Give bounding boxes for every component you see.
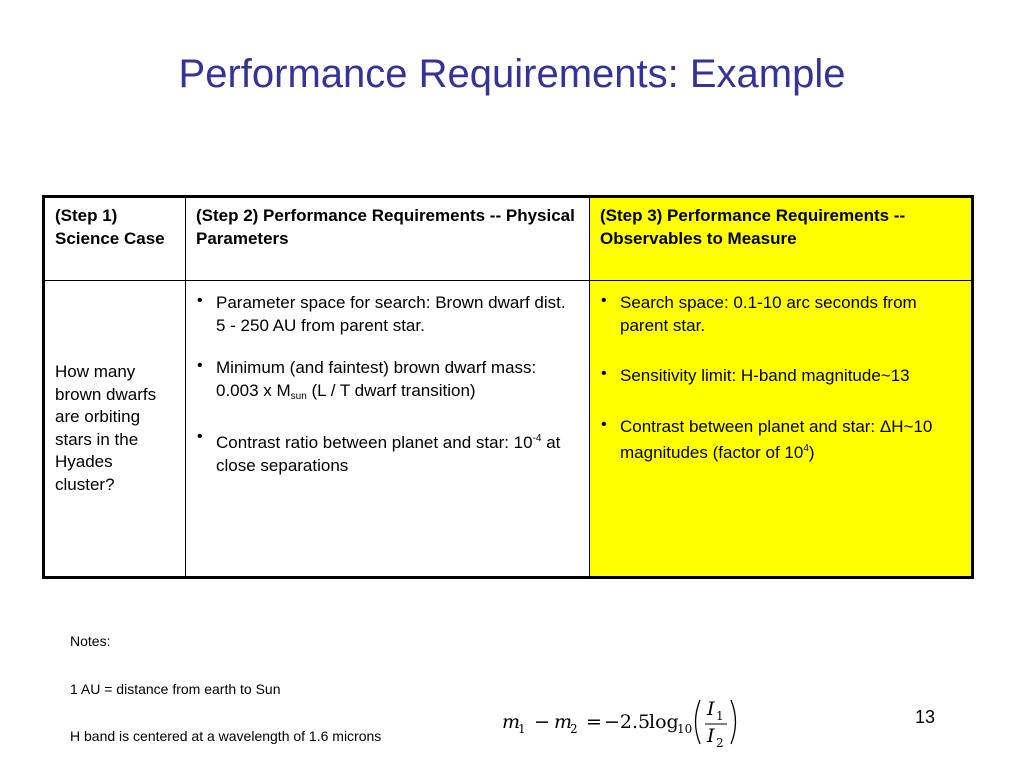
right-paren-icon	[731, 700, 736, 744]
physical-parameter-text: Parameter space for search: Brown dwarf dist. 5 - 250 AU from parent star.	[216, 293, 566, 335]
physical-parameter-item	[197, 357, 578, 408]
bullet-icon: •	[601, 415, 607, 433]
formula-m2: m	[554, 711, 573, 733]
formula-denominator-sub: 2	[716, 736, 724, 750]
observable-item	[601, 416, 960, 465]
notes-heading: Notes:	[70, 633, 111, 649]
note-au-definition: 1 AU = distance from earth to Sun	[70, 681, 281, 697]
physical-parameter-item	[197, 428, 578, 477]
formula-m1: m	[502, 711, 521, 733]
formula-coef: −2.5	[604, 711, 651, 733]
header-science-case: (Step 1) Science Case	[44, 197, 186, 281]
observables-cell	[590, 281, 973, 578]
bullet-icon: •	[197, 357, 203, 374]
note-h-band: H band is centered at a wavelength of 1.6 microns	[70, 728, 382, 744]
observable-text: Sensitivity limit: H-band magnitude~13	[620, 366, 910, 385]
subscript-sun: sun	[290, 390, 307, 402]
bullet-icon: •	[601, 365, 607, 382]
physical-parameters-cell	[186, 281, 590, 578]
formula-log: log	[649, 711, 679, 733]
table-header-row	[44, 197, 973, 281]
bullet-icon: •	[601, 292, 607, 309]
science-case-cell: How many brown dwarfs are orbiting stars in the Hyades cluster?	[44, 281, 186, 578]
header-observables: (Step 3) Performance Requirements -- Observables to Measure	[590, 197, 973, 281]
slide-title: Performance Requirements: Example	[178, 52, 846, 96]
bullet-icon: •	[197, 292, 203, 309]
left-paren-icon	[696, 700, 701, 744]
observable-text: Contrast between planet and star: ΔH~10 magnitudes (factor of 10	[620, 416, 933, 462]
requirements-table	[42, 195, 974, 579]
physical-parameter-text: Minimum (and faintest) brown dwarf mass: 0.003 x M	[216, 358, 537, 400]
formula-sub1: 1	[518, 722, 526, 736]
formula-minus: −	[534, 711, 550, 733]
physical-parameter-text: (L / T dwarf transition)	[306, 380, 476, 400]
magnitude-formula	[500, 694, 740, 750]
superscript-exponent: -4	[532, 433, 542, 444]
formula-numerator: I	[707, 698, 715, 720]
formula-sub2: 2	[570, 722, 578, 736]
formula-equals: =	[586, 711, 602, 733]
bullet-icon: •	[197, 428, 203, 445]
observable-text: Search space: 0.1-10 arc seconds from parent star.	[620, 293, 917, 335]
physical-parameter-text: at close separations	[216, 433, 561, 475]
physical-parameter-item	[197, 292, 578, 337]
physical-parameter-text: Contrast ratio between planet and star: 10	[216, 433, 533, 452]
observable-item	[601, 292, 960, 337]
observable-item	[601, 365, 960, 388]
superscript-exponent: 4	[803, 443, 809, 454]
formula-denominator: I	[707, 725, 715, 747]
page-number: 13	[915, 707, 936, 727]
observable-text: )	[808, 443, 815, 462]
table-body-row	[44, 281, 973, 578]
header-physical-parameters: (Step 2) Performance Requirements -- Physical Parameters	[186, 197, 590, 281]
formula-numerator-sub: 1	[716, 709, 724, 723]
formula-logbase: 10	[677, 722, 693, 736]
